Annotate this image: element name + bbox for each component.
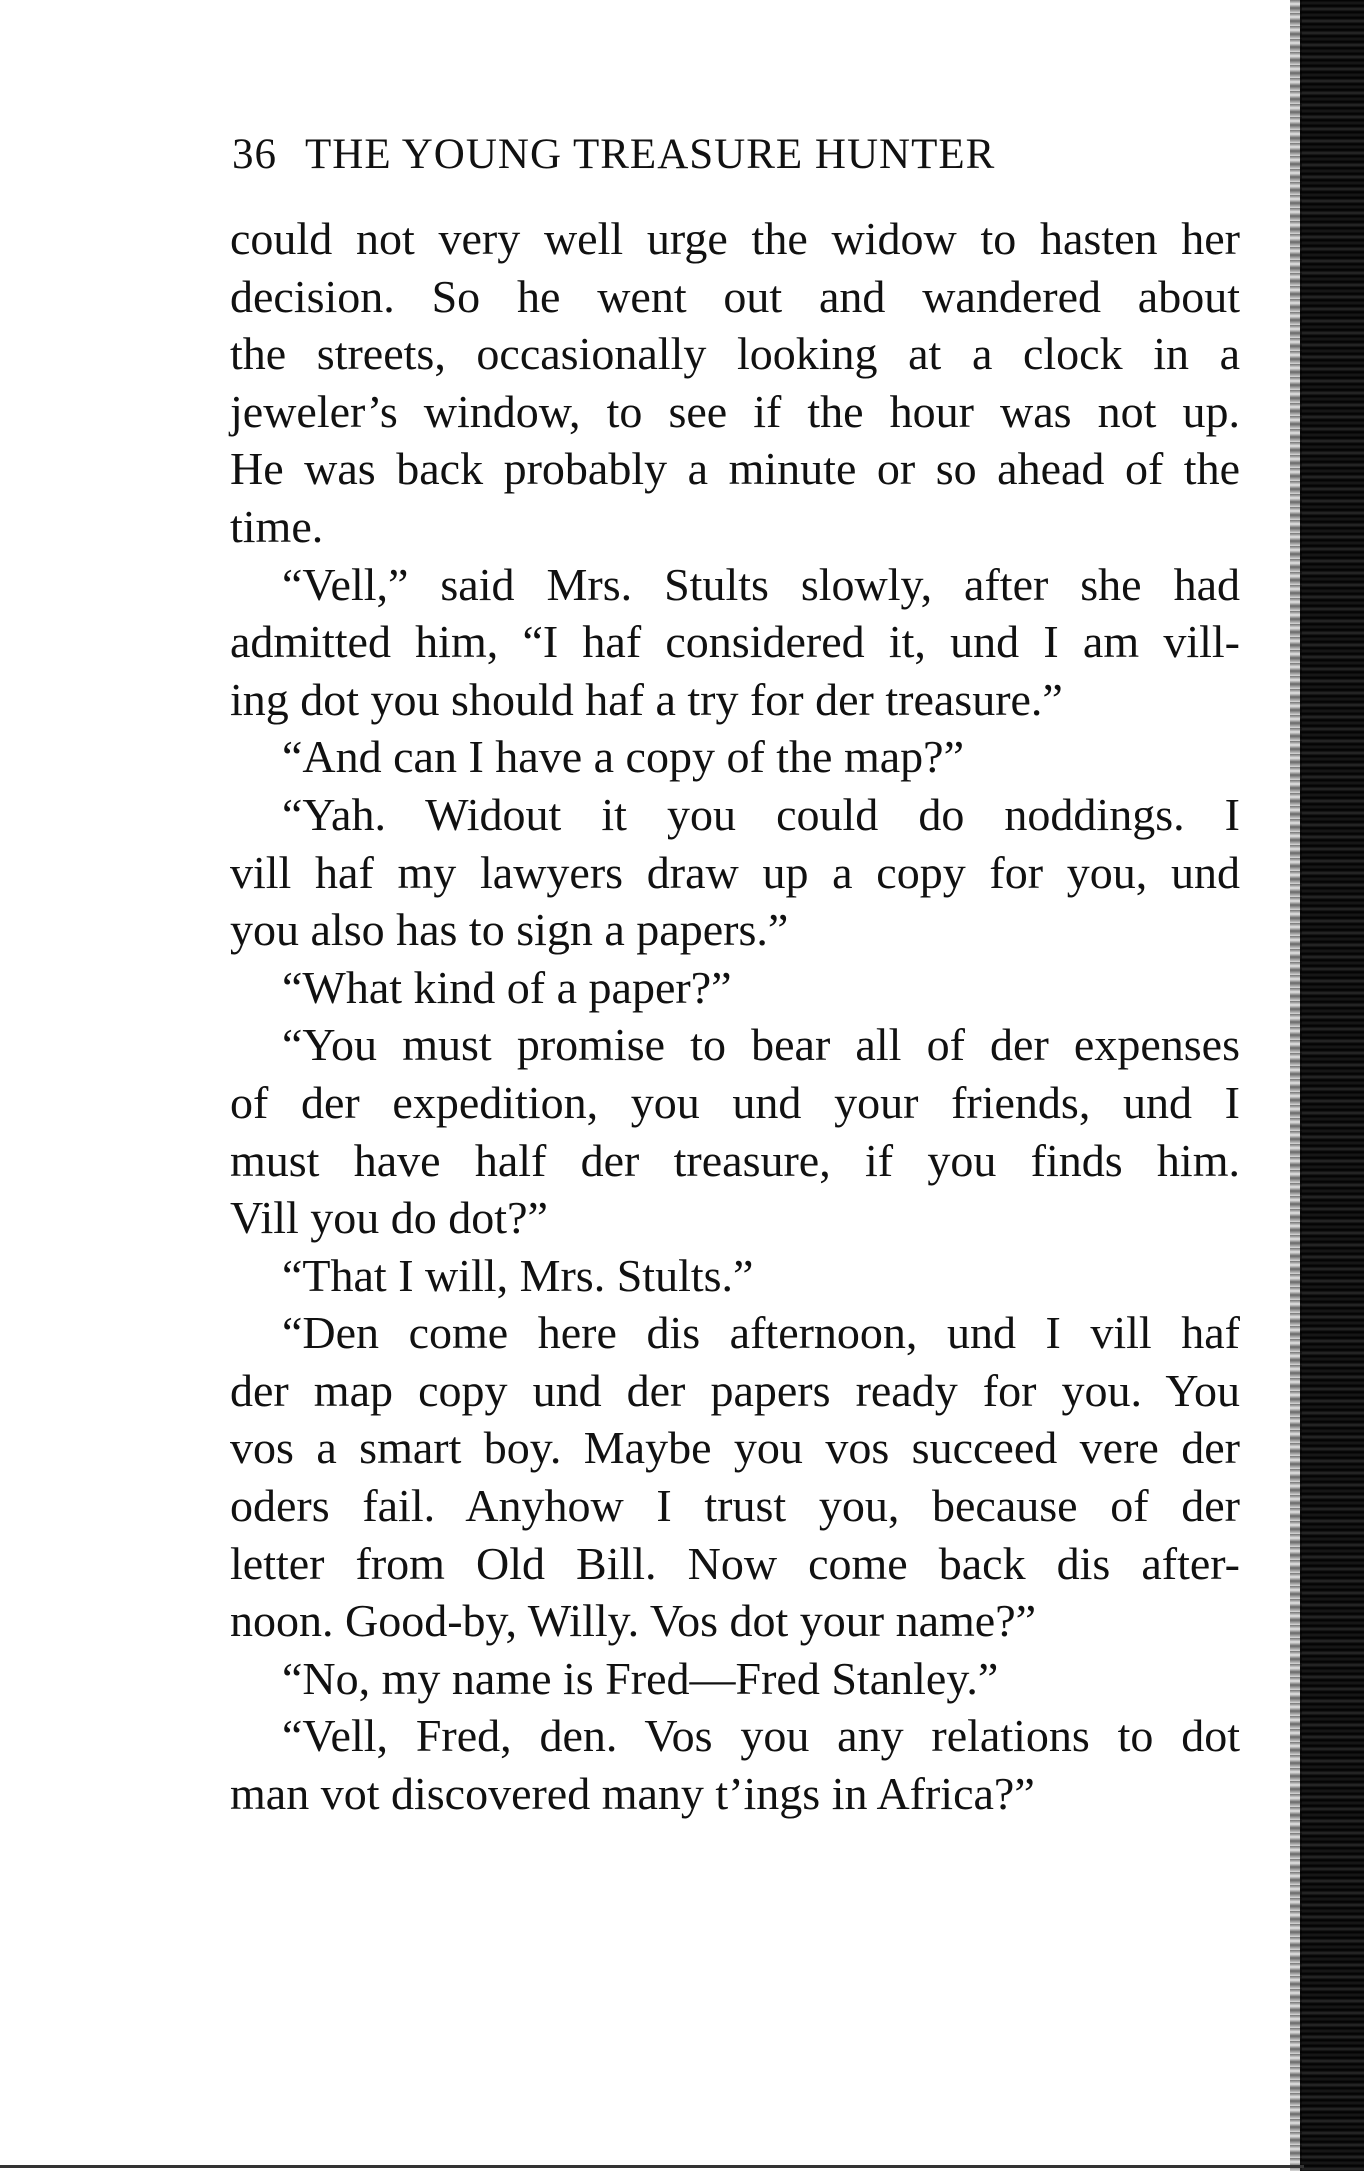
text-line: vill haf my lawyers draw up a copy for you, und (230, 846, 1240, 898)
bottom-rule (0, 2165, 1304, 2168)
text-line: you also has to sign a papers.” (230, 904, 789, 956)
text-line: He was back probably a minute or so ahead of the (230, 443, 1240, 495)
text-line: “That I will, Mrs. Stults.” (282, 1249, 754, 1301)
text-line: oders fail. Anyhow I trust you, because of der (230, 1480, 1240, 1532)
text-line: “Den come here dis afternoon, und I vill haf (282, 1307, 1240, 1359)
running-title: THE YOUNG TREASURE HUNTER (305, 131, 996, 178)
text-line: letter from Old Bill. Now come back dis after- (230, 1537, 1240, 1589)
text-line: der map copy und der papers ready for you. You (230, 1364, 1240, 1416)
text-line: “Vell, Fred, den. Vos you any relations to dot (282, 1710, 1240, 1762)
text-line: must have half der treasure, if you finds him. (230, 1134, 1240, 1186)
body-text (230, 210, 1240, 1823)
text-line: admitted him, “I haf considered it, und I am vill- (230, 616, 1240, 668)
text-line: could not very well urge the widow to hasten her (230, 213, 1240, 264)
text-line: “Vell,” said Mrs. Stults slowly, after she had (282, 558, 1240, 610)
text-line: decision. So he went out and wandered about (230, 270, 1240, 322)
text-line: the streets, occasionally looking at a clock in a (230, 328, 1240, 380)
running-head (232, 130, 1232, 179)
page-number: 36 (232, 131, 277, 178)
scan-binding-edge (1300, 0, 1364, 2171)
text-line: “Yah. Widout it you could do noddings. I (282, 788, 1240, 840)
text-line: Vill you do dot?” (230, 1192, 548, 1244)
text-line: “You must promise to bear all of der expenses (282, 1019, 1240, 1071)
text-line: man vot discovered many t’ings in Africa?” (230, 1768, 1035, 1820)
text-line: “What kind of a paper?” (282, 961, 732, 1013)
text-line: “And can I have a copy of the map?” (282, 731, 965, 783)
text-line: jeweler’s window, to see if the hour was not up. (230, 385, 1240, 437)
text-line: ing dot you should haf a try for der treasure.” (230, 673, 1063, 725)
text-line: noon. Good-by, Willy. Vos dot your name?” (230, 1595, 1037, 1647)
text-line: “No, my name is Fred—Fred Stanley.” (282, 1652, 999, 1704)
text-line: vos a smart boy. Maybe you vos succeed vere der (230, 1422, 1240, 1474)
text-line: of der expedition, you und your friends, und I (230, 1076, 1240, 1128)
text-line: time. (230, 500, 324, 552)
